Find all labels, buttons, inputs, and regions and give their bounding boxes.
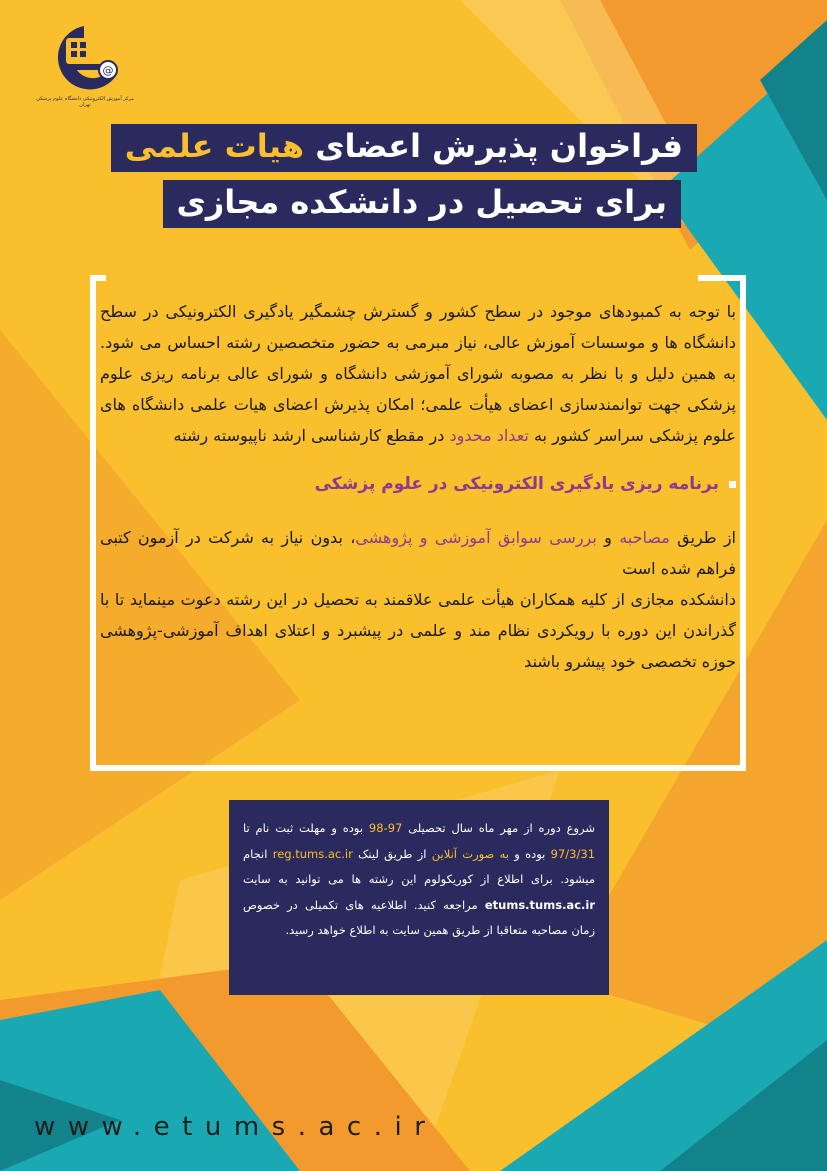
- notice-text-5: انجام میشود. برای اطلاع از کوریکولوم این رشته ها می توانید به سایت: [243, 846, 595, 886]
- main-content: [100, 296, 736, 677]
- etums-e-logo-icon: [44, 18, 124, 108]
- title-line-1-text: فراخوان پذیرش اعضای: [304, 127, 683, 165]
- notice-online-highlight: به صورت آنلاین: [431, 846, 509, 861]
- program-bullet: [100, 469, 736, 500]
- intro-text-a: با توجه به کمبودهای موجود در سطح کشور و گسترش چشمگیر یادگیری الکترونیکی در سطح دانشگاه ها و موسسات آموزش عالی، نیاز مبرمی به حضور متخصصین رشته احساس می شود. به همین دلیل و با نظر به مصوبه شورای آموزشی دانشگاه و شورای عالی برنامه ریزی علوم پزشکی جهت توانمندسازی اعضای هیأت علمی؛ امکان پذیرش اعضای هیات علمی دانشگاه های علوم پزشکی سراسر کشور به: [100, 302, 736, 445]
- intro-paragraph: [100, 296, 736, 451]
- title-highlight: هیات علمی: [124, 127, 305, 165]
- notice-text-4: از طریق لینک: [352, 846, 432, 861]
- method-text-mid: و: [596, 528, 620, 547]
- notice-text-2: بوده و مهلت ثبت نام تا: [243, 821, 369, 835]
- notice-box: [229, 800, 609, 995]
- method-text-a: از طریق: [669, 528, 736, 547]
- footer-website-url[interactable]: www.etums.ac.ir: [34, 1112, 438, 1142]
- svg-text:@: @: [102, 64, 114, 77]
- notice-text-3: بوده و: [508, 846, 551, 861]
- title-line-1: [111, 124, 697, 172]
- title-line-2: برای تحصیل در دانشکده مجازی: [163, 180, 681, 228]
- program-name: برنامه ریزی یادگیری الکترونیکی در علوم پزشکی: [314, 474, 719, 494]
- notice-text-6: مراجعه کنید. اطلاعیه های تکمیلی در خصوص زمان مصاحبه متعاقبا از طریق همین سایت به اطلاع خواهد رسید.: [243, 897, 595, 937]
- method-text-b: ، بدون نیاز به شرکت در آزمون کتبی فراهم شده است: [100, 528, 736, 578]
- registration-link[interactable]: reg.tums.ac.ir: [272, 846, 353, 861]
- logo-caption: مرکز آموزش الکترونیکی دانشگاه علوم پزشکی تهران: [36, 96, 134, 108]
- limited-number-highlight: تعداد محدود: [449, 426, 529, 445]
- etums-site-link[interactable]: etums.tums.ac.ir: [484, 897, 595, 912]
- bullet-square-icon: [729, 481, 736, 488]
- intro-text-b: در مقطع کارشناسی ارشد ناپیوسته رشته: [173, 426, 450, 445]
- interview-highlight: مصاحبه: [619, 528, 670, 547]
- invitation-paragraph: دانشکده مجازی از کلیه همکاران هیأت علمی علاقمند به تحصیل در این رشته دعوت مینماید تا با گذراندن این دوره با رویکردی نظام مند و علمی در پیشبرد و اعتلای اهداف آموزشی-پژوهشی حوزه تخصصی خود پیشرو باشند: [100, 590, 736, 671]
- notice-academic-year: 97-98: [368, 821, 403, 835]
- method-paragraph: [100, 522, 736, 584]
- notice-text-1: شروع دوره از مهر ماه سال تحصیلی: [402, 821, 596, 835]
- records-review-highlight: بررسی سوابق آموزشی و پژوهشی: [355, 528, 597, 547]
- notice-deadline: 97/3/31: [550, 846, 596, 861]
